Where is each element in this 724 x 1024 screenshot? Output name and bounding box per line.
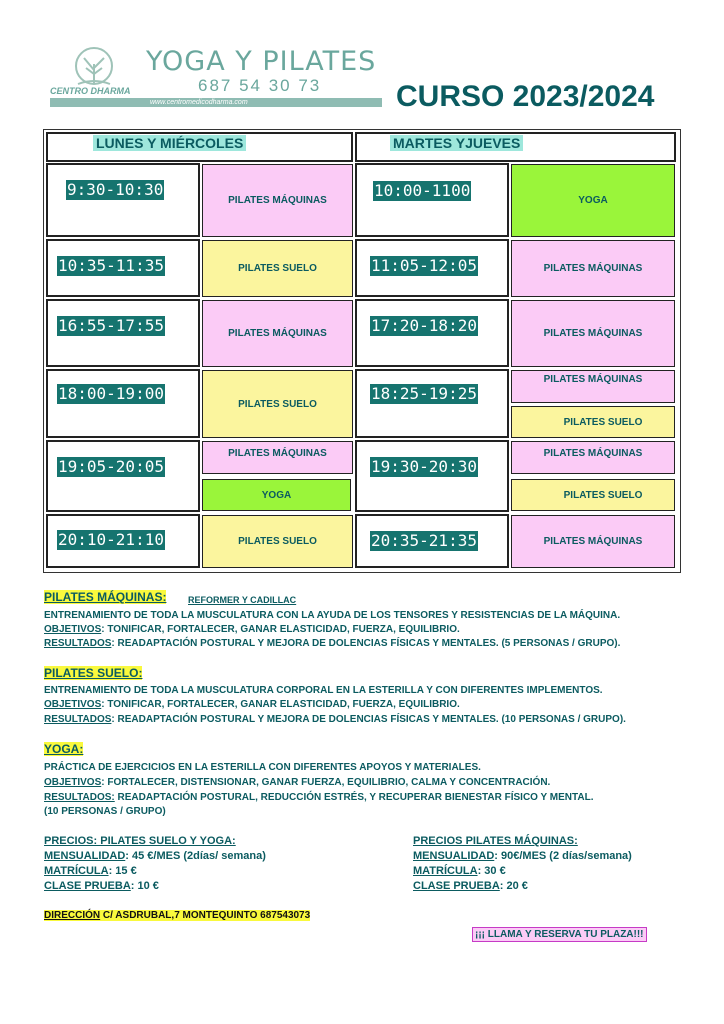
prices-left-mensualidad: MENSUALIDAD: 45 €/MES (2días/ semana) [44, 850, 266, 862]
maquinas-title: PILATES MÁQUINAS: [44, 590, 167, 604]
activity-cell: YOGA [511, 164, 675, 237]
brand-title: YOGA Y PILATES [146, 46, 377, 77]
activity-cell: PILATES SUELO [511, 406, 675, 438]
address: DIRECCIÓN C/ ASDRUBAL,7 MONTEQUINTO 687543073 [44, 910, 311, 921]
activity-cell: PILATES MÁQUINAS [511, 370, 675, 403]
prices-right-matricula: MATRÍCULA: 30 € [413, 865, 506, 877]
time-slot: 20:10-21:10 [58, 530, 164, 549]
time-slot: 18:25-19:25 [371, 384, 477, 403]
yoga-objetivos: OBJETIVOS: FORTALECER, DISTENSIONAR, GANAR FUERZA, EQUILIBRIO, CALMA Y CONCENTRACIÓN. [44, 777, 551, 788]
prices-left-matricula: MATRÍCULA: 15 € [44, 865, 137, 877]
maquinas-resultados: RESULTADOS: READAPTACIÓN POSTURAL Y MEJORA DE DOLENCIAS FÍSICAS Y MENTALES. (5 PERSONAS / GRUPO). [44, 638, 621, 649]
header-martes-jueves: MARTES YJUEVES [390, 135, 523, 151]
time-slot: 19:30-20:30 [371, 457, 477, 476]
activity-cell: PILATES SUELO [202, 240, 353, 297]
tree-icon [64, 46, 124, 90]
course-title: CURSO 2023/2024 [396, 80, 655, 113]
activity-cell: PILATES MÁQUINAS [511, 240, 675, 297]
yoga-title: YOGA: [44, 742, 84, 756]
suelo-objetivos: OBJETIVOS: TONIFICAR, FORTALECER, GANAR ELASTICIDAD, FUERZA, EQUILIBRIO. [44, 699, 460, 710]
time-slot: 19:05-20:05 [58, 457, 164, 476]
website: www.centromedicodharma.com [150, 99, 248, 106]
maquinas-objetivos: OBJETIVOS: TONIFICAR, FORTALECER, GANAR ELASTICIDAD, FUERZA, EQUILIBRIO. [44, 624, 460, 635]
activity-cell: PILATES MÁQUINAS [202, 300, 353, 367]
prices-right-mensualidad: MENSUALIDAD: 90€/MES (2 días/semana) [413, 850, 632, 862]
activity-cell: PILATES MÁQUINAS [511, 441, 675, 474]
logo [50, 42, 390, 110]
prices-right-clase: CLASE PRUEBA: 20 € [413, 880, 528, 892]
time-slot: 17:20-18:20 [371, 316, 477, 335]
brand-phone: 687 54 30 73 [198, 76, 322, 95]
centro-name: CENTRO DHARMA [50, 86, 131, 96]
suelo-title: PILATES SUELO: [44, 666, 143, 680]
prices-left-title: PRECIOS: PILATES SUELO Y YOGA: [44, 835, 236, 847]
suelo-resultados: RESULTADOS: READAPTACIÓN POSTURAL Y MEJORA DE DOLENCIAS FÍSICAS Y MENTALES. (10 PERSONAS / GRUPO). [44, 714, 626, 725]
maquinas-subtitle: REFORMER Y CADILLAC [188, 595, 297, 605]
time-cell [46, 163, 200, 237]
activity-cell: PILATES SUELO [511, 479, 675, 511]
activity-cell: YOGA [202, 479, 351, 511]
yoga-group-size: (10 PERSONAS / GRUPO) [44, 806, 166, 817]
maquinas-description: ENTRENAMIENTO DE TODA LA MUSCULATURA CON LA AYUDA DE LOS TENSORES Y RESISTENCIAS DE LA MÁQUINA. [44, 610, 621, 621]
time-slot: 10:35-11:35 [58, 256, 164, 275]
time-slot: 20:35-21:35 [371, 531, 477, 550]
suelo-description: ENTRENAMIENTO DE TODA LA MUSCULATURA CORPORAL EN LA ESTERILLA Y CON DIFERENTES IMPLEMENTOS. [44, 685, 603, 696]
prices-left-clase: CLASE PRUEBA: 10 € [44, 880, 159, 892]
yoga-description: PRÁCTICA DE EJERCICIOS EN LA ESTERILLA CON DIFERENTES APOYOS Y MATERIALES. [44, 762, 481, 773]
activity-cell: PILATES MÁQUINAS [202, 441, 353, 474]
time-slot: 9:30-10:30 [67, 180, 164, 199]
activity-cell: PILATES MÁQUINAS [511, 300, 675, 367]
prices-right-title: PRECIOS PILATES MÁQUINAS: [413, 835, 578, 847]
activity-cell: PILATES SUELO [202, 515, 353, 568]
time-slot: 10:00-1100 [374, 181, 471, 200]
yoga-resultados: RESULTADOS: READAPTACIÓN POSTURAL, REDUCCIÓN ESTRÉS, Y RECUPERAR BIENESTAR FÍSICO Y MENTAL. [44, 792, 594, 803]
time-slot: 11:05-12:05 [371, 256, 477, 275]
activity-cell: PILATES MÁQUINAS [511, 515, 675, 568]
activity-cell: PILATES SUELO [202, 370, 353, 438]
time-slot: 18:00-19:00 [58, 384, 164, 403]
header-lunes-miercoles: LUNES Y MIÉRCOLES [93, 135, 246, 151]
call-to-action: ¡¡¡ LLAMA Y RESERVA TU PLAZA!!! [472, 927, 647, 942]
activity-cell: PILATES MÁQUINAS [202, 164, 353, 237]
time-slot: 16:55-17:55 [58, 316, 164, 335]
